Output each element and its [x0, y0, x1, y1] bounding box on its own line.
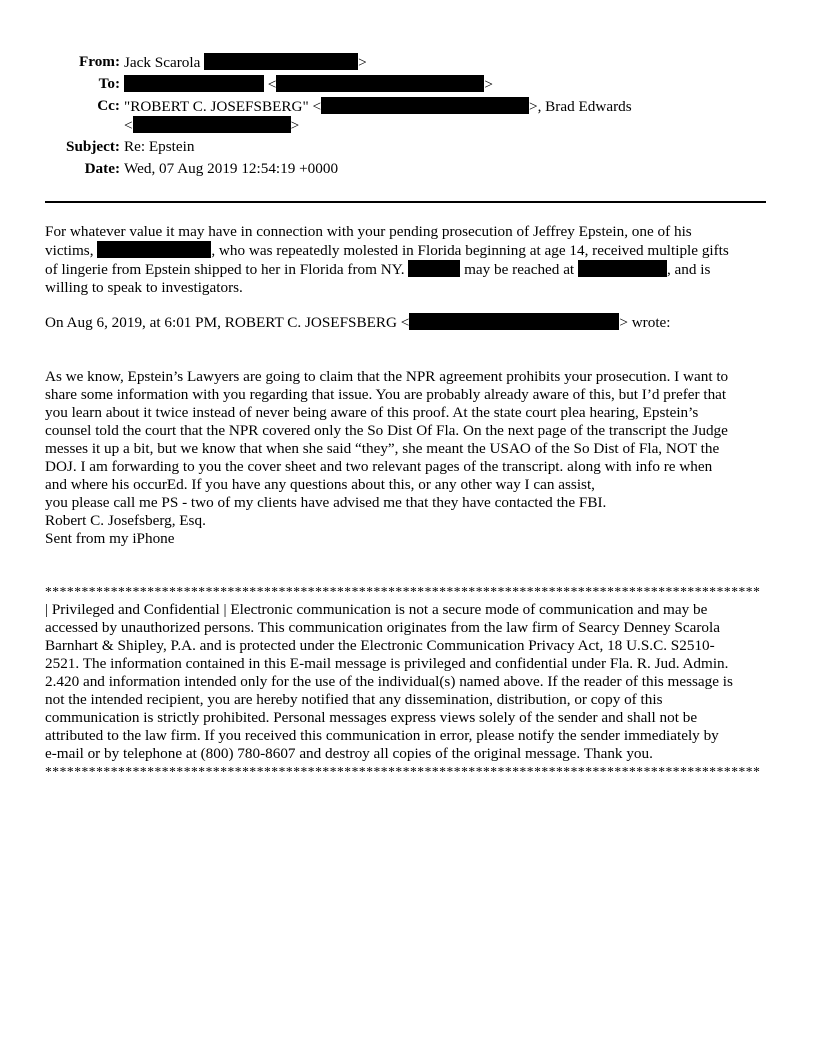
redaction-block	[204, 53, 358, 70]
text-fragment: of lingerie from Epstein shipped to her in Florida from NY.	[45, 261, 405, 278]
text-fragment: On Aug 6, 2019, at 6:01 PM, ROBERT C. JOSEFSBERG <	[45, 314, 410, 331]
text-fragment: , who was repeatedly molested in Florida beginning at age 14, received multiple gifts	[211, 242, 729, 259]
angle-open: <	[124, 117, 133, 134]
text-line: As we know, Epstein’s Lawyers are going to claim that the NPR agreement prohibits your prosecution. I want to	[45, 368, 729, 385]
text-line	[45, 260, 773, 279]
text-line: For whatever value it may have in connection with your pending prosecution of Jeffrey Epstein, one of his	[45, 223, 692, 240]
redaction-block	[321, 97, 529, 114]
text-line: Barnhart & Shipley, P.A. and is protected under the Electronic Communication Privacy Act, 18 U.S.C. S2510-	[45, 637, 715, 654]
to-label: To:	[98, 75, 120, 92]
from-value	[124, 53, 367, 72]
angle-close: >	[358, 54, 367, 71]
header-divider	[45, 201, 766, 203]
text-line	[45, 313, 773, 332]
subject-value: Re: Epstein	[124, 138, 195, 155]
text-line: willing to speak to investigators.	[45, 279, 243, 296]
text-line: accessed by unauthorized persons. This communication originates from the law firm of Searcy Denney Scarola	[45, 619, 720, 636]
text-line: you learn about it twice instead of never being aware of this proof. At the state court plea hearing, Epstein’s	[45, 404, 699, 421]
text-fragment: may be reached at	[464, 261, 575, 278]
text-line	[45, 241, 773, 260]
text-line: counsel told the court that the NPR covered only the So Dist Of Fla. On the next page of the transcript the Judge	[45, 422, 728, 439]
cc-value	[124, 97, 632, 116]
signature-device: Sent from my iPhone	[45, 530, 175, 547]
date-label: Date:	[84, 160, 120, 177]
to-value	[124, 75, 493, 94]
text-fragment: , and is	[666, 261, 711, 278]
text-line: share some information with you regarding that issue. You are probably already aware of this, but I’d prefer that	[45, 386, 727, 403]
from-label: From:	[78, 53, 120, 70]
text-line: e-mail or by telephone at (800) 780-8607 and destroy all copies of the original message. Thank you.	[45, 745, 653, 762]
redaction-block	[578, 260, 667, 277]
cc-label: Cc:	[97, 97, 120, 114]
text-line: communication is strictly prohibited. Personal messages express views solely of the sender and shall not be	[45, 709, 698, 726]
text-fragment: > wrote:	[619, 314, 671, 331]
message-paragraph	[45, 223, 773, 297]
subject-label: Subject:	[66, 138, 120, 155]
redaction-block	[408, 260, 460, 277]
cc-continued-value	[124, 116, 299, 135]
angle-close: >	[484, 76, 493, 93]
redaction-block	[409, 313, 619, 330]
from-name: Jack Scarola	[124, 54, 201, 71]
text-line: you please call me PS - two of my clients have advised me that they have contacted the FBI.	[45, 494, 607, 511]
redaction-block	[124, 75, 264, 92]
text-line: attributed to the law firm. If you received this communication in error, please notify the sender immediately by	[45, 727, 719, 744]
text-line: | Privileged and Confidential | Electronic communication is not a secure mode of communication and may be	[45, 601, 708, 618]
text-line: DOJ. I am forwarding to you the cover sheet and two relevant pages of the transcript. along with info re when	[45, 458, 713, 475]
redaction-block	[133, 116, 291, 133]
text-line: 2.420 and information intended only for the use of the individual(s) named above. If the reader of this message is	[45, 673, 733, 690]
text-fragment: victims,	[45, 242, 94, 259]
text-line: and where his occurEd. If you have any questions about this, or any other way I can assist,	[45, 476, 595, 493]
quote-intro	[45, 313, 773, 332]
text-line: not the intended recipient, you are hereby notified that any dissemination, distribution, or copy of this	[45, 691, 663, 708]
cc-name: "ROBERT C. JOSEFSBERG" <	[124, 98, 322, 115]
angle-close: >	[290, 117, 300, 134]
text-line: messes it up a bit, but we know that when she said “they”, she meant the USAO of the So Dist of Fla, NOT the	[45, 440, 720, 457]
star-divider-top: **************************************************************************************************	[45, 584, 761, 599]
redaction-block	[97, 241, 211, 258]
redaction-block	[276, 75, 484, 92]
signature-name: Robert C. Josefsberg, Esq.	[45, 512, 206, 529]
confidentiality-disclaimer	[45, 583, 773, 781]
date-value: Wed, 07 Aug 2019 12:54:19 +0000	[124, 160, 339, 177]
quoted-message	[45, 368, 773, 548]
angle-open: <	[267, 76, 277, 93]
cc-tail: >, Brad Edwards	[529, 98, 632, 115]
text-line: 2521. The information contained in this E-mail message is privileged and confidential under Fla. R. Jud. Admin.	[45, 655, 729, 672]
star-divider-bottom: **************************************************************************************************	[45, 764, 761, 779]
